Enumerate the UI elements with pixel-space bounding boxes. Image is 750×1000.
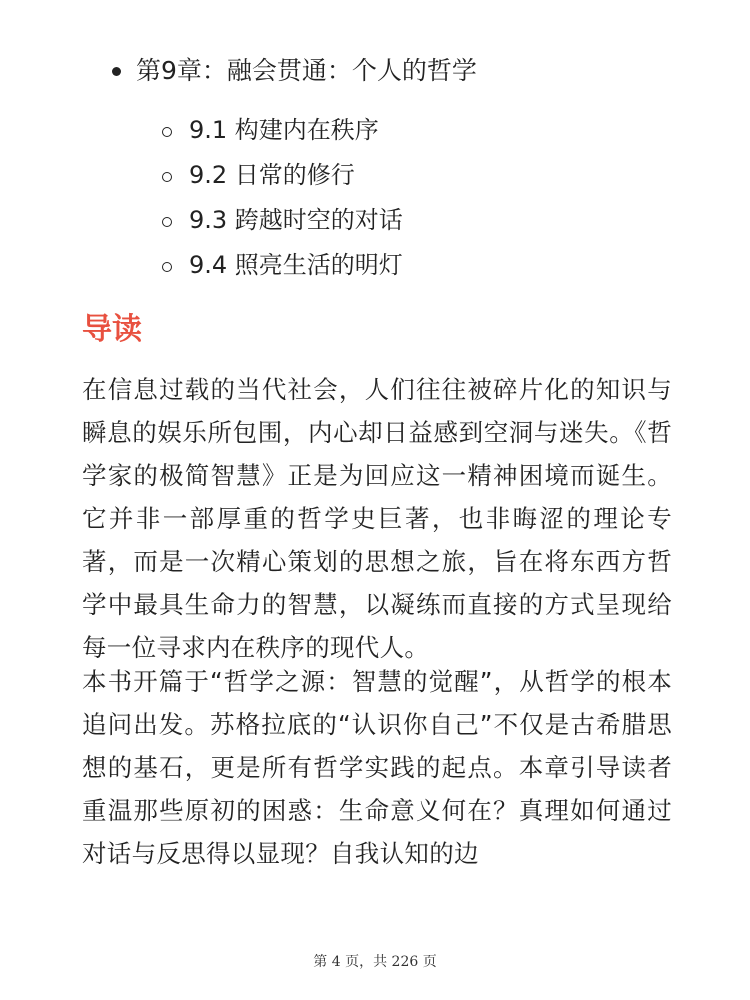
bullet-circle-icon	[162, 172, 172, 182]
bullet-disc-icon	[112, 67, 121, 76]
toc-section-item[interactable]	[162, 243, 403, 288]
table-of-contents	[112, 52, 712, 279]
bullet-circle-icon	[162, 217, 172, 227]
toc-section-item[interactable]	[162, 108, 403, 153]
bullet-circle-icon	[162, 262, 172, 272]
toc-section-item[interactable]	[162, 153, 403, 198]
toc-chapter-title: 第9章：融会贯通：个人的哲学	[136, 56, 477, 85]
bullet-circle-icon	[162, 127, 172, 137]
page-number-footer: 第 4 页，共 226 页	[313, 954, 437, 970]
intro-paragraph: 本书开篇于“哲学之源：智慧的觉醒”，从哲学的根本追问出发。苏格拉底的“认识你自己”不仅是古希腊思想的基石，更是所有哲学实践的起点。本章引导读者重温那些原初的困惑：生命意义何在？真理如何通过对话与反思得以显现？自我认知的边	[82, 667, 672, 868]
toc-section-title: 9.2 日常的修行	[189, 161, 355, 189]
toc-section-list	[162, 108, 403, 288]
toc-section-title: 9.1 构建内在秩序	[189, 116, 379, 144]
intro-paragraph: 在信息过载的当代社会，人们往往被碎片化的知识与瞬息的娱乐所包围，内心却日益感到空洞与迷失。《哲学家的极简智慧》正是为回应这一精神困境而诞生。它并非一部厚重的哲学史巨著，也非晦涩的理论专著，而是一次精心策划的思想之旅，旨在将东西方哲学中最具生命力的智慧，以凝练而直接的方式呈现给每一位寻求内在秩序的现代人。	[82, 375, 672, 662]
toc-section-title: 9.3 跨越时空的对话	[189, 206, 403, 234]
toc-section-title: 9.4 照亮生活的明灯	[189, 251, 403, 279]
toc-chapter-item[interactable]	[112, 52, 712, 90]
section-heading-intro: 导读	[82, 312, 142, 347]
toc-section-item[interactable]	[162, 198, 403, 243]
